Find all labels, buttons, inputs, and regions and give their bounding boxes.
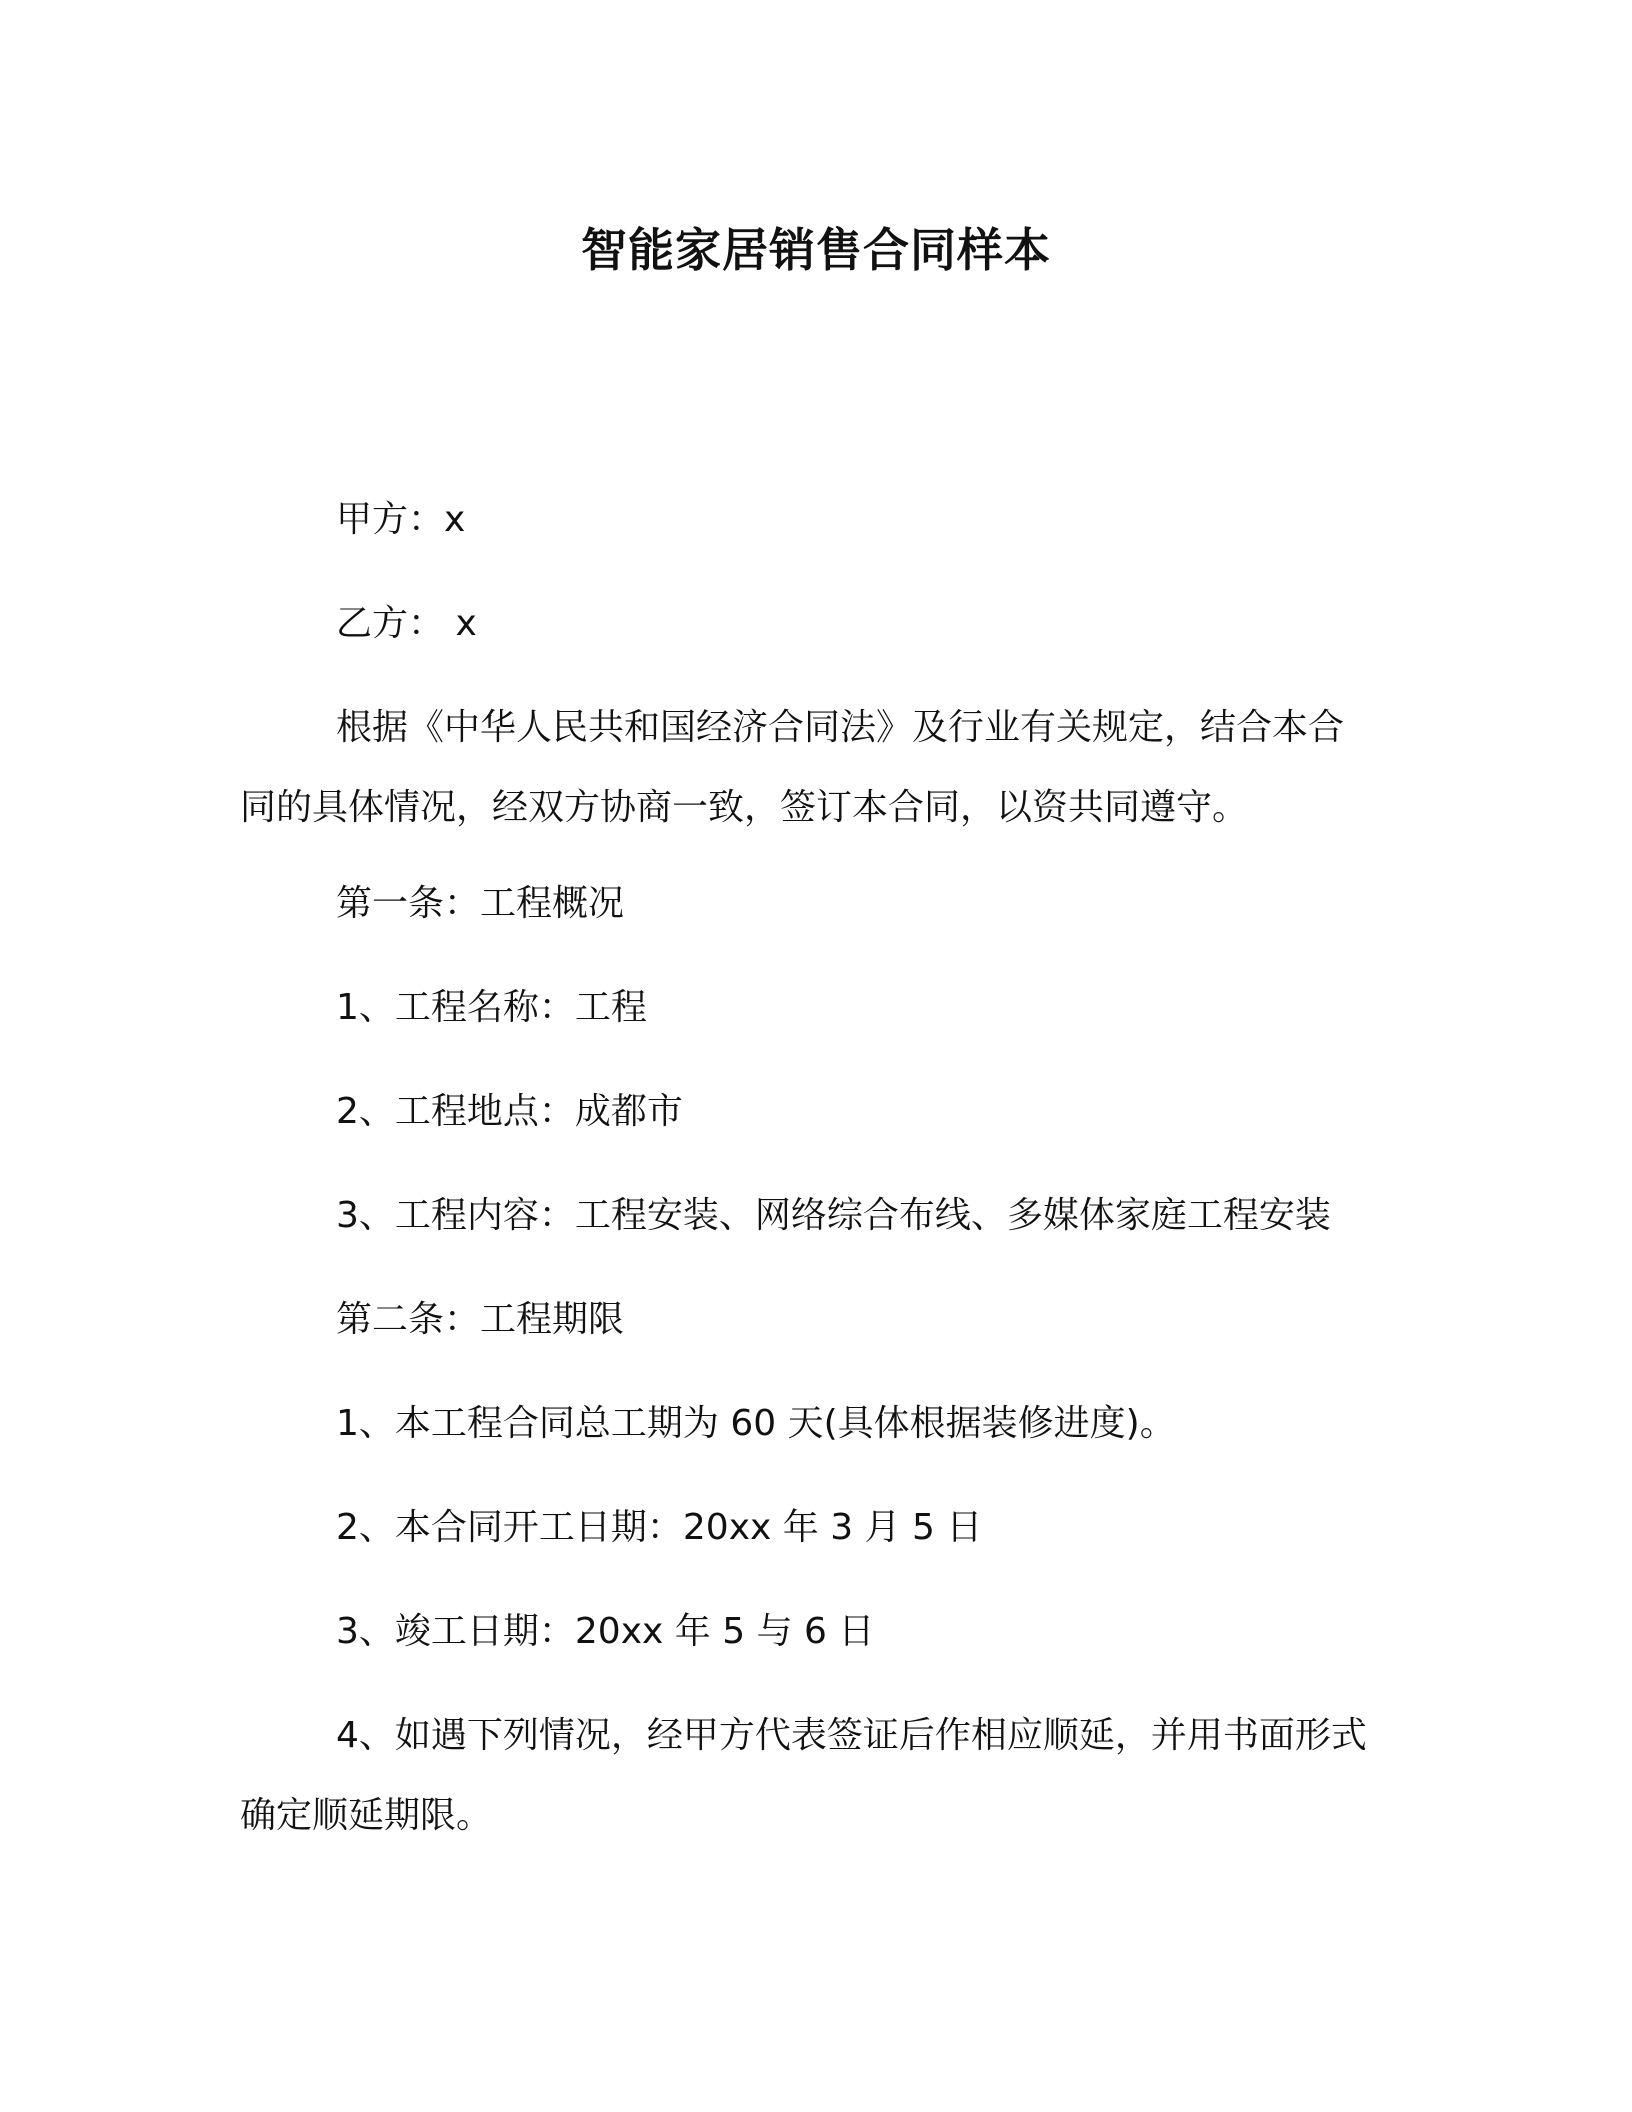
start-date-line: 2、本合同开工日期：20xx 年 3 月 5 日 bbox=[336, 1507, 983, 1548]
project-location-line: 2、工程地点：成都市 bbox=[336, 1091, 683, 1132]
completion-date-line: 3、竣工日期：20xx 年 5 与 6 日 bbox=[336, 1611, 875, 1652]
project-content-line: 3、工程内容：工程安装、网络综合布线、多媒体家庭工程安装 bbox=[336, 1195, 1331, 1236]
extension-clause-paragraph: 4、如遇下列情况，经甲方代表签证后作相应顺延，并用书面形式确定顺延期限。 bbox=[240, 1715, 1367, 1836]
party-a-line: 甲方：x bbox=[336, 499, 466, 540]
article-2-heading: 第二条：工程期限 bbox=[336, 1299, 625, 1340]
document-title: 智能家居销售合同样本 bbox=[581, 223, 1051, 277]
party-b-line: 乙方： x bbox=[336, 603, 477, 644]
preamble-paragraph: 根据《中华人民共和国经济合同法》及行业有关规定，结合本合同的具体情况，经双方协商一致，签订本合同，以资共同遵守。 bbox=[240, 707, 1345, 828]
project-name-line: 1、工程名称：工程 bbox=[336, 987, 647, 1028]
article-1-heading: 第一条：工程概况 bbox=[336, 883, 625, 924]
total-duration-line: 1、本工程合同总工期为 60 天(具体根据装修进度)。 bbox=[336, 1403, 1176, 1444]
